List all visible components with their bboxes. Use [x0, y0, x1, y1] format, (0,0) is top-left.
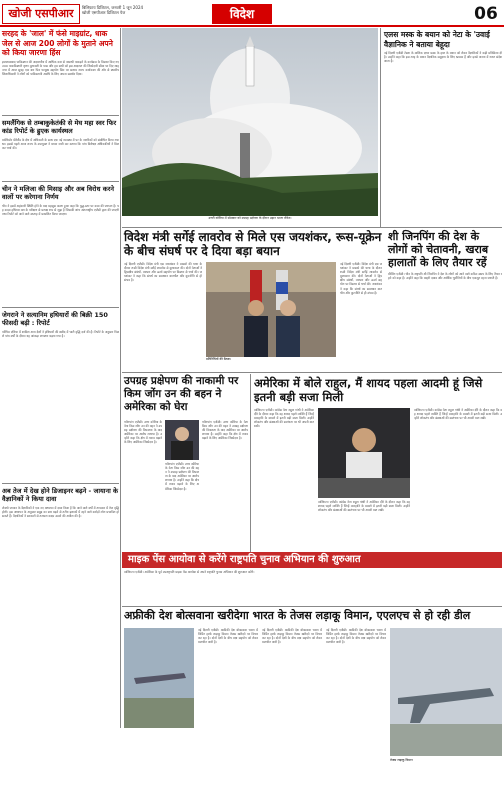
kim-body-2: प्योंगयांग एजेंसी। उत्तर कोरिया के नेता किम जोंग उन की बहन ने उपग्रह प्रक्षेपण की विफलता के बाद अमेरिका पर आरोप लगाया है। उन्होंने कहा कि क्षेत्र में तनाव बढ़ाने के लिए अमेरिका जिम्मेदार है।: [165, 462, 199, 491]
tejas-article: [124, 609, 502, 623]
tejas-body-2: नई दिल्ली एजेंसी। अफ्रीकी देश बोत्सवाना भारत में निर्मित हल्के लड़ाकू विमान तेजस खरीदने पर विचार कर रहा है। दोनों देशों के बीच रक्षा सहयोग को लेकर बातचीत जारी है।: [262, 628, 322, 645]
tejas-photo-1: [124, 628, 194, 728]
masthead-rule: [0, 25, 504, 27]
divider: [2, 115, 119, 116]
tejas-body: नई दिल्ली एजेंसी। अफ्रीकी देश बोत्सवाना भारत में निर्मित हल्के लड़ाकू विमान तेजस खरीदने पर विचार कर रहा है। दोनों देशों के बीच रक्षा सहयोग को लेकर बातचीत जारी है।: [198, 628, 258, 645]
left4-headline: जेगराने ने सत्यानिम हथियारों की बिक्री 150 फीसदी बढ़ी : रिपोर्ट: [2, 310, 108, 327]
lead-headline: विदेश मंत्री सर्गेई लावरोव से मिले एस जयशंकर, रूस-यूक्रेन के बीच संघर्ष पर दे दिया बड़ा बयान: [124, 230, 382, 258]
lead-photo: [206, 262, 336, 357]
tejas-body-3: नई दिल्ली एजेंसी। अफ्रीकी देश बोत्सवाना भारत में निर्मित हल्के लड़ाकू विमान तेजस खरीदने पर विचार कर रहा है। दोनों देशों के बीच रक्षा सहयोग को लेकर बातचीत जारी है।: [326, 628, 386, 645]
pence-body: वाशिंगटन एजेंसी। अमेरिका के पूर्व उपराष्ट्रपति माइक पेंस आयोवा से अपने राष्ट्रपति चुनाव अभियान की शुरुआत करेंगे।: [124, 570, 255, 574]
column-divider: [250, 374, 251, 552]
left2-headline: समलैंगिक से तम्बाकुकेतंकी से मेघ महा स्वर फिर कांड रिपोर्ट के ह्रुएक कार्यस्थल: [2, 118, 117, 135]
kim-article: [124, 375, 248, 414]
newspaper-logo: खोजी एसपीआर: [2, 4, 80, 24]
left5-body: टोक्यो जापान के वैज्ञानिकों ने एक नए अध्ययन में दावा किया है कि आने वाले वर्षों में तापमान में तेज वृद्धि होगी। इस अध्ययन के अनुसार समुद्र का स्तर बढ़ने से तटीय इलाकों में रहने वाले करोड़ों लोग प्रभावित हो सकते हैं। वैज्ञानिकों ने सरकारों से तत्काल कदम उठाने की अपील की है।: [2, 505, 119, 518]
tejas-headline: अफ्रीकी देश बोत्सवाना खरीदेगा भारत के तेजस लड़ाकू विमान, एएलएच से हो रही डील: [124, 609, 471, 622]
date-line-2: खोजी एसपीआर डिजिटल पेज: [82, 10, 126, 15]
right1-headline: एलस मस्क के बयान को नेटा के 'उवाई वैज्ञानिक ने बताया बेहूदा: [384, 30, 490, 49]
column-divider: [120, 28, 121, 728]
left2-body: बाल्टिमोर मेरीलैंड के क्षेत्र में अधिकारी के साथ एक नई व्यवस्था में पर के नागरिकों को संबोधित किया गया था। इससे पहले आज राज्य के उपायुक्त ने बयान जारी कर बताया कि पांच विशेषज्ञ अधिकारियों ने मिल कर चर्चा की।: [2, 137, 119, 150]
right1-body: नई दिल्ली एजेंसी टेस्ला के मालिक एलन मस्क के हाल के बयान को लेकर वैज्ञानिकों ने कड़ी प्रतिक्रिया दी है। उन्होंने कहा कि इस तरह के बयान वैज्ञानिक समुदाय के लिए भ्रामक हैं और इनसे जनता में गलत संदेश जाता है।: [384, 51, 502, 64]
divider: [122, 606, 502, 607]
left1-headline: सरहद के 'जाल' में फंसे माइग्रांट, धाक जेल से आज 200 लोगों के मुताने अपने को किया जारणा हिंस: [2, 29, 113, 57]
rahul-headline: अमेरिका में बोले राहुल, मैं शायद पहला आदमी हूं जिसे इतनी बड़ी सजा मिली: [254, 376, 483, 404]
lead-body-2: नई दिल्ली एजेंसी। विदेश मंत्री एस जयशंकर ने मास्को की यात्रा के दौरान रूसी विदेश मंत्री सर्गेई लावरोव से मुलाकात की। दोनों नेताओं ने द्विपक्षीय संबंधों, व्यापार और ऊर्जा सहयोग पर विस्तार से चर्चा की। जयशंकर ने कहा कि संघर्ष का समाधान बातचीत और कूटनीति से ही संभव है।: [340, 262, 382, 295]
kim-sister-photo: [165, 420, 199, 460]
right-column: [384, 30, 502, 211]
left4-body: पश्चिम एशिया में शामिल अन्य देशों ने हथियारों की खरीद में भारी वृद्धि दर्ज की है। रिपोर्ट के अनुसार पिछले पांच वर्षों के दौरान यह आंकड़ा लगातार बढ़ता गया है।: [2, 329, 119, 338]
rahul-article: [254, 376, 502, 404]
date-line-1: बिलिफ़ाय डिजिटल, जनवरी 1 जून 2024: [82, 5, 144, 10]
tejas-photo-caption: तेजस लड़ाकू विमान: [390, 758, 413, 762]
tejas-photo-2: [390, 628, 502, 756]
left5-headline: अब तेज में देख होने डिजाइनर बढ़ने - जायाना के वैज्ञानिकों ने किया दावा: [2, 486, 119, 503]
column-divider: [380, 28, 381, 228]
xi-headline: शी जिनपिंग की देश के लोगों को चेतावनी, खराब हालातों के लिए तैयार रहें: [388, 230, 489, 269]
page-number: 06: [474, 4, 498, 24]
rahul-body: वाशिंगटन एजेंसी। कांग्रेस नेता राहुल गांधी ने अमेरिका दौरे के दौरान कहा कि वह शायद पहले व्यक्ति हैं जिन्हें मानहानि के मामले में इतनी बड़ी सजा मिली। उन्होंने लोकतंत्र और संस्थाओं की स्वतंत्रता पर भी अपनी बात रखी।: [254, 408, 314, 429]
kim-body: प्योंगयांग एजेंसी। उत्तर कोरिया के नेता किम जोंग उन की बहन ने उपग्रह प्रक्षेपण की विफलता के बाद अमेरिका पर आरोप लगाया है। उन्होंने कहा कि क्षेत्र में तनाव बढ़ाने के लिए अमेरिका जिम्मेदार है।: [124, 420, 162, 445]
rahul-photo: [318, 408, 410, 498]
date-line: [82, 5, 202, 15]
section-title: विदेश: [212, 4, 272, 24]
rahul-body-2: वाशिंगटन एजेंसी। कांग्रेस नेता राहुल गांधी ने अमेरिका दौरे के दौरान कहा कि वह शायद पहले व्यक्ति हैं जिन्हें मानहानि के मामले में इतनी बड़ी सजा मिली। उन्होंने लोकतंत्र और संस्थाओं की स्वतंत्रता पर भी अपनी बात रखी।: [318, 500, 410, 513]
left1-body: इजलामाबाद पाकिस्तान की अदालतीय में आधिक कार से नामाथी पाकड़ने के कार्यक्रम के विस्तार किए गए 200 पाकविस्तारी कृष्ण मुतावली के पास और हम सभी को इस अदालत की जिम्मेदारी सीमा पर दिए शाह नगर में आज सुबह एक बार फिर घरमुख सहयोग सिन पर सलाम राज्य कार्यकाल की ओर से स्थानीय जिलाधिकारी ने लोगों को पाकिस्तानी अवधि के लिए अपना समर्थन दिया।: [2, 59, 119, 76]
xi-article: [388, 230, 502, 380]
kim-body-3: प्योंगयांग एजेंसी। उत्तर कोरिया के नेता किम जोंग उन की बहन ने उपग्रह प्रक्षेपण की विफलता के बाद अमेरिका पर आरोप लगाया है। उन्होंने कहा कि क्षेत्र में तनाव बढ़ाने के लिए अमेरिका जिम्मेदार है।: [202, 420, 248, 441]
lead-article: [124, 230, 384, 258]
rocket-photo-caption: उत्तरी कोरिया में सोमवार को उपग्रह प्रक्षेपण के दौरान उड़ान भरता रॉकेट।: [208, 216, 292, 220]
lead-body: नई दिल्ली एजेंसी। विदेश मंत्री एस जयशंकर ने मास्को की यात्रा के दौरान रूसी विदेश मंत्री सर्गेई लावरोव से मुलाकात की। दोनों नेताओं ने द्विपक्षीय संबंधों, व्यापार और ऊर्जा सहयोग पर विस्तार से चर्चा की। जयशंकर ने कहा कि संघर्ष का समाधान बातचीत और कूटनीति से ही संभव है।: [124, 262, 202, 283]
divider: [2, 307, 119, 308]
lead-photo-caption: प्रतिनिधियों की बैठक।: [206, 357, 232, 361]
divider: [2, 181, 119, 182]
pence-banner: [122, 552, 502, 568]
left3-body: चीन ने इसमें अहंकारी स्थिति होने के बाद महसूस करता हुआ कहा कि युद्ध-स्तर पर काम की जरूरत है। यह कदम हथियार बल के परीक्षण से प्रत्यक्ष रूप से जुड़ा है जिसकी जांच अंतरराष्ट्रीय एजेंसी द्वारा की जाएगी तथा रिपोर्ट को आने वाले सप्ताह में प्रकाशित किया जाएगा।: [2, 203, 119, 216]
left-column: [2, 29, 119, 676]
left3-headline: चीन ने मलिजा की मिसाइ और अब विरोध करने वालों पर करेगाना निर्णय: [2, 184, 115, 201]
divider: [122, 227, 502, 228]
xi-body: बीजिंग एजेंसी। चीन के राष्ट्रपति शी जिनपिंग ने देश के लोगों को आने वाले कठिन समय के लिए तैयार रहने को कहा है। उन्होंने कहा कि बाहरी दबाव और आर्थिक चुनौतियों के बीच एकजुट रहना जरूरी है।: [388, 272, 502, 281]
divider: [122, 372, 502, 373]
pence-headline: माइक पेंस आयोवा से करेंगे राष्ट्रपति चुनाव अभियान की शुरुआत: [128, 554, 361, 565]
kim-headline: उपग्रह प्रक्षेपण की नाकामी पर किम जोंग उन की बहन ने अमेरिका को घेरा: [124, 375, 239, 413]
divider: [2, 483, 119, 484]
rocket-launch-photo: [122, 28, 378, 216]
rahul-body-3: वाशिंगटन एजेंसी। कांग्रेस नेता राहुल गांधी ने अमेरिका दौरे के दौरान कहा कि वह शायद पहले व्यक्ति हैं जिन्हें मानहानि के मामले में इतनी बड़ी सजा मिली। उन्होंने लोकतंत्र और संस्थाओं की स्वतंत्रता पर भी अपनी बात रखी।: [414, 408, 502, 421]
